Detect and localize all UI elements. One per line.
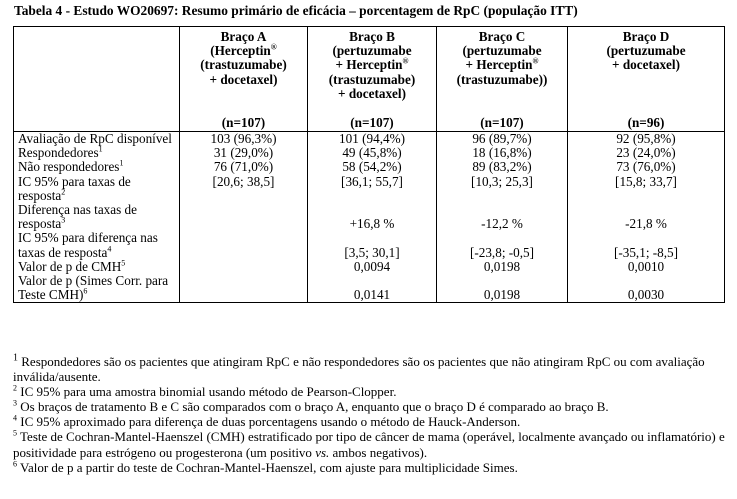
arm-b-n: (n=107) <box>350 114 394 130</box>
arm-b-line: + Herceptin® <box>335 57 409 73</box>
arm-d-n: (n=96) <box>627 114 665 130</box>
row-value-cell: [20,6; 38,5] <box>180 175 308 203</box>
arm-b-line: (pertuzumabe <box>332 43 412 59</box>
row-value-cell: 73 (76,0%) <box>568 160 725 174</box>
footnote-marker: 1 <box>98 144 103 154</box>
row-value-cell: +16,8 % <box>308 203 437 231</box>
footnote-text: IC 95% para uma amostra binomial usando método de Pearson-Clopper. <box>17 384 397 400</box>
row-label <box>14 132 180 147</box>
row-value-cell: 0,0030 <box>568 274 725 303</box>
arm-d-line: Braço D <box>622 29 670 44</box>
footnote-text: Valor de p a partir do teste de Cochran-Mantel-Haenszel, com ajuste para multiplicidade Simes. <box>17 459 518 475</box>
row-label-text: Respondedores <box>18 145 99 161</box>
footnote-text: Teste de Cochran-Mantel-Haenszel (CMH) estratificado por tipo de câncer de mama (operável, localmente avançado ou inflamatório) e positividade para estrógeno ou progesterona (um positivo vs. ambos negativos). <box>13 429 725 460</box>
row-label <box>14 274 180 303</box>
row-value-cell: 96 (89,7%) <box>437 132 568 147</box>
table-row <box>14 274 725 303</box>
footnote-marker: 2 <box>61 187 66 197</box>
footnote-number: 5 <box>13 429 17 439</box>
arm-d-lines <box>572 30 720 73</box>
header-arm-b <box>308 27 437 132</box>
table-header-row <box>14 27 725 132</box>
arm-c-line: Braço C <box>478 29 526 44</box>
table-row <box>14 175 725 203</box>
arm-c-line: (pertuzumabe <box>462 43 542 59</box>
arm-d-line: (pertuzumabe <box>606 43 686 59</box>
footnote-number: 2 <box>13 383 17 393</box>
arm-a-n: (n=107) <box>221 114 266 130</box>
arm-c-lines <box>441 30 563 87</box>
row-value-cell <box>180 231 308 259</box>
row-value-cell <box>180 274 308 303</box>
row-value-cell: 58 (54,2%) <box>308 160 437 174</box>
row-value-cell: [36,1; 55,7] <box>308 175 437 203</box>
footnote <box>13 399 733 414</box>
row-value-cell: -12,2 % <box>437 203 568 231</box>
row-value-cell: -21,8 % <box>568 203 725 231</box>
arm-b-line: (trastuzumabe) <box>328 71 416 87</box>
table-row <box>14 260 725 274</box>
footnote-marker: 5 <box>121 258 126 268</box>
header-arm-a <box>180 27 308 132</box>
row-label <box>14 175 180 203</box>
table-body <box>14 132 725 303</box>
footnote-marker: 6 <box>83 286 88 296</box>
row-value-cell: 0,0010 <box>568 260 725 274</box>
row-value-cell: 49 (45,8%) <box>308 146 437 160</box>
row-value-cell: [10,3; 25,3] <box>437 175 568 203</box>
row-value-cell: [3,5; 30,1] <box>308 231 437 259</box>
arm-b-lines <box>312 30 432 101</box>
arm-a-line: Braço A <box>220 29 267 44</box>
table-row <box>14 231 725 259</box>
efficacy-table <box>13 26 725 303</box>
row-label-text: IC 95% para taxas de resposta <box>18 173 131 203</box>
row-value-cell: 0,0094 <box>308 260 437 274</box>
footnote-marker: 4 <box>107 244 112 254</box>
row-label-text: Avaliação de RpC disponível <box>18 131 172 146</box>
header-arm-d <box>568 27 725 132</box>
footnote <box>13 384 733 399</box>
row-label-text: Valor de p de CMH <box>18 258 122 274</box>
arm-a-line: (Herceptin® <box>210 42 277 59</box>
row-label-text: Não respondedores <box>18 159 120 175</box>
row-value-cell: 0,0198 <box>437 260 568 274</box>
row-label-text: Diferença nas taxas de resposta <box>18 202 137 232</box>
table-title: Tabela 4 - Estudo WO20697: Resumo primário de eficácia – porcentagem de RpC (população ITT) <box>14 3 578 18</box>
row-value-cell: 101 (94,4%) <box>308 132 437 147</box>
row-label <box>14 260 180 274</box>
arm-a-line: + docetaxel) <box>209 71 278 87</box>
header-arm-c <box>437 27 568 132</box>
row-label <box>14 231 180 259</box>
row-value-cell <box>180 203 308 231</box>
table-row <box>14 132 725 147</box>
footnote-text: Os braços de tratamento B e C são comparados com o braço A, enquanto que o braço D é comparado ao braço B. <box>17 399 609 415</box>
footnote <box>13 354 733 384</box>
arm-a-lines <box>184 30 303 87</box>
row-label <box>14 160 180 174</box>
row-value-cell: 18 (16,8%) <box>437 146 568 160</box>
footnotes <box>13 354 733 475</box>
footnote-marker: 3 <box>61 215 66 225</box>
table-row <box>14 160 725 174</box>
footnote-number: 6 <box>13 459 17 469</box>
footnote-number: 4 <box>13 414 17 424</box>
arm-b-line: + docetaxel) <box>338 85 406 101</box>
row-value-cell: 23 (24,0%) <box>568 146 725 160</box>
footnote <box>13 460 733 475</box>
row-value-cell: 92 (95,8%) <box>568 132 725 147</box>
footnote-number: 3 <box>13 398 17 408</box>
footnote <box>13 429 733 459</box>
arm-d-line: + docetaxel) <box>612 57 680 73</box>
footnote-number: 1 <box>13 352 18 364</box>
row-value-cell: 89 (83,2%) <box>437 160 568 174</box>
arm-c-n: (n=107) <box>480 114 524 130</box>
footnote-text: IC 95% aproximado para diferença de duas porcentagens usando o método de Hauck-Anderson. <box>17 414 521 430</box>
row-value-cell: 0,0141 <box>308 274 437 303</box>
row-value-cell: [15,8; 33,7] <box>568 175 725 203</box>
row-value-cell: [-23,8; -0,5] <box>437 231 568 259</box>
row-label-text: Valor de p (Simes Corr. para Teste CMH) <box>18 273 169 303</box>
row-value-cell <box>180 260 308 274</box>
header-empty-cell <box>14 27 180 132</box>
arm-b-line: Braço B <box>349 29 395 44</box>
arm-a-line: (trastuzumabe) <box>200 57 287 73</box>
row-value-cell: [-35,1; -8,5] <box>568 231 725 259</box>
row-value-cell: 103 (96,3%) <box>180 132 308 147</box>
footnote <box>13 414 733 429</box>
table-row <box>14 203 725 231</box>
footnote-text: Respondedores são os pacientes que atingiram RpC e não respondedores são os pacientes que não atingiram RpC ou com avaliação inválida/ausente. <box>13 354 705 385</box>
arm-c-line: + Herceptin® <box>465 57 539 73</box>
row-value-cell: 76 (71,0%) <box>180 160 308 174</box>
footnote-marker: 1 <box>119 159 124 169</box>
row-label-text: IC 95% para diferença nas taxas de resposta <box>18 230 158 260</box>
row-label <box>14 203 180 231</box>
arm-c-line: (trastuzumabe)) <box>456 71 548 87</box>
row-value-cell: 31 (29,0%) <box>180 146 308 160</box>
row-value-cell: 0,0198 <box>437 274 568 303</box>
